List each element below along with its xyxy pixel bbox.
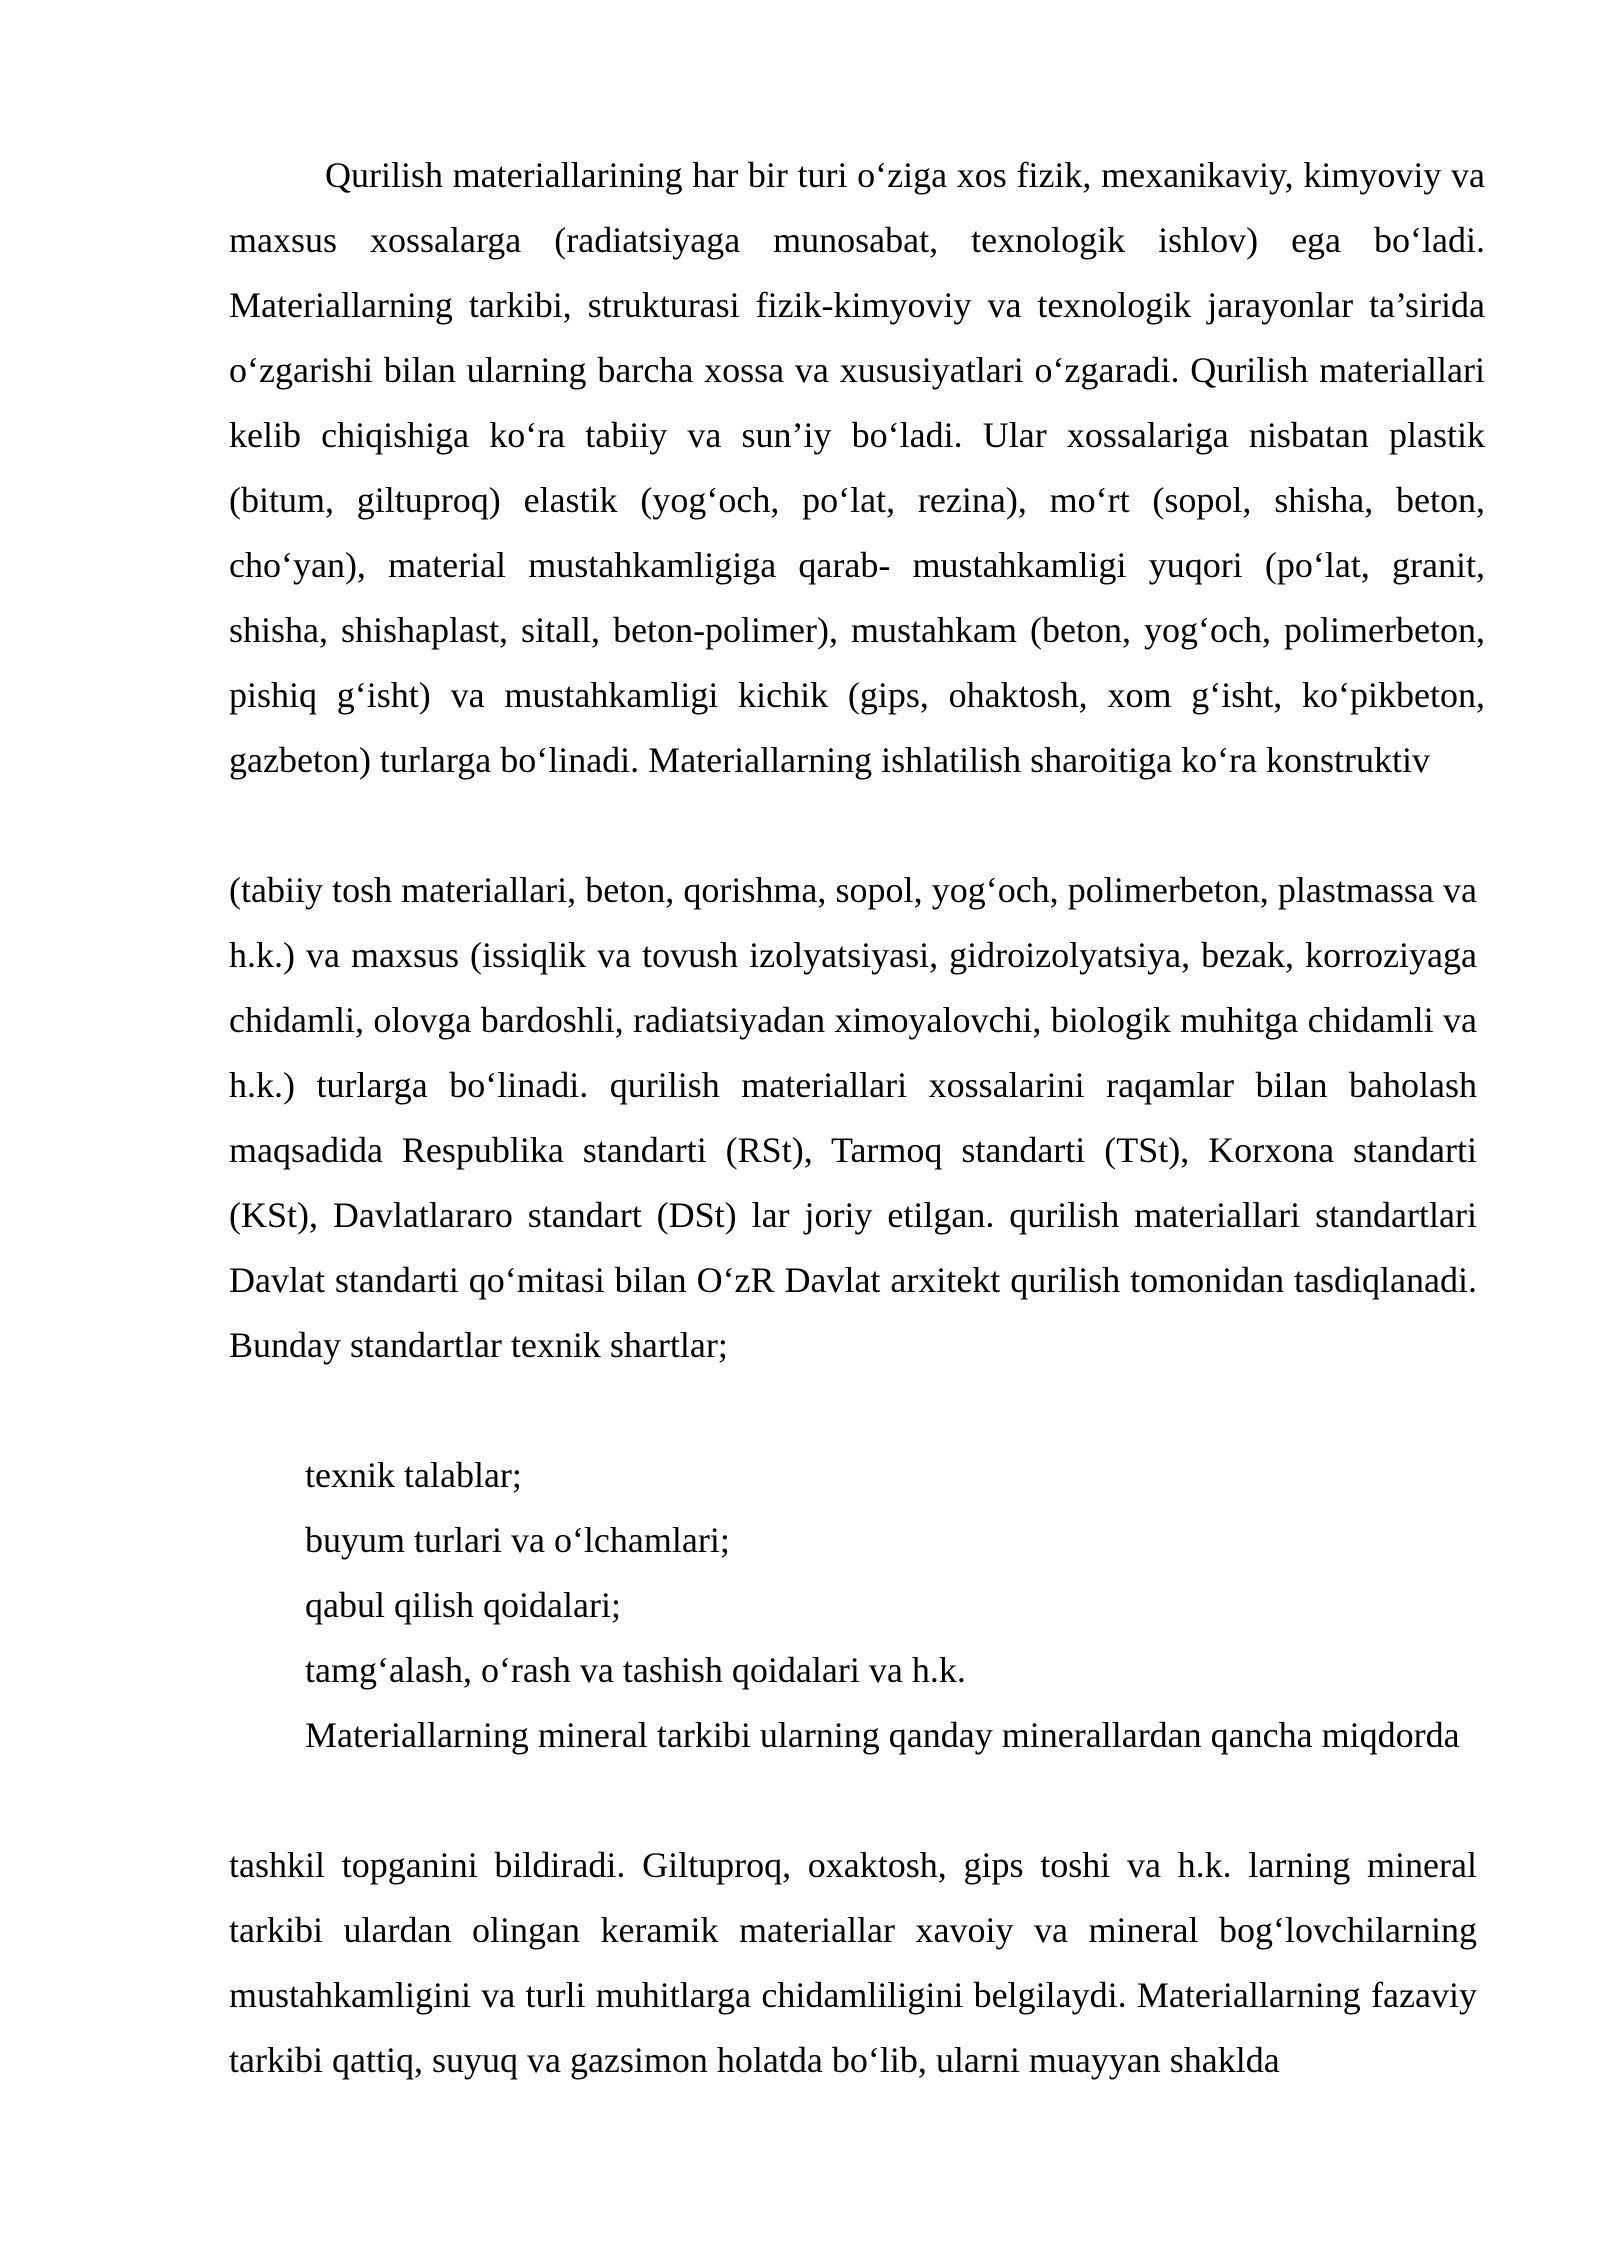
list-item: tamg‘alash, o‘rash va tashish qoidalari va h.k. <box>305 1650 966 1690</box>
list-item: texnik talablar; <box>305 1455 522 1495</box>
paragraph-mineral-composition: tashkil topganini bildiradi. Giltuproq, oxaktosh, gips toshi va h.k. larning mineral tarkibi ulardan olingan keramik materiallar xavoiy va mineral bog‘lovchilarning mustahkamligini va turli muhitlarga chidamliligini belgilaydi. Materiallarning fazaviy tarkibi qattiq, suyuq va gazsimon holatda bo‘lib, ularni muayyan shaklda <box>229 1845 1477 2080</box>
list-item: buyum turlari va o‘lchamlari; <box>305 1520 730 1560</box>
paragraph-material-properties: Qurilish materiallarining har bir turi o‘ziga xos fizik, mexanikaviy, kimyoviy va maxsus xossalarga (radiatsiyaga munosabat, texnologik ishlov) ega bo‘ladi. Materiallarning tarkibi, strukturasi fizik-kimyoviy va texnologik jarayonlar ta’sirida o‘zgarishi bilan ularning barcha xossa va xususiyatlari o‘zgaradi. Qurilish materiallari kelib chiqishiga ko‘ra tabiiy va sun’iy bo‘ladi. Ular xossalariga nisbatan plastik (bitum, giltuproq) elastik (yog‘och, po‘lat, rezina), mo‘rt (sopol, shisha, beton, cho‘yan), material mustahkamligiga qarab- mustahkamligi yuqori (po‘lat, granit, shisha, shishaplast, sitall, beton-polimer), mustahkam (beton, yog‘och, polimerbeton, pishiq g‘isht) va mustahkamligi kichik (gips, ohaktosh, xom g‘isht, ko‘pikbeton, gazbeton) turlarga bo‘linadi. Materiallarning ishlatilish sharoitiga ko‘ra konstruktiv <box>229 155 1485 780</box>
list-item: qabul qilish qoidalari; <box>305 1585 621 1625</box>
list-item: Materiallarning mineral tarkibi ularning qanday minerallardan qancha miqdorda <box>305 1715 1460 1755</box>
standards-requirements-list <box>305 1443 1485 1768</box>
paragraph-standards: (tabiiy tosh materiallari, beton, qorishma, sopol, yog‘och, polimerbeton, plastmassa va h.k.) va maxsus (issiqlik va tovush izolyatsiyasi, gidroizolyatsiya, bezak, korroziyaga chidamli, olovga bardoshli, radiatsiyadan ximoyalovchi, biologik muhitga chidamli va h.k.) turlarga bo‘linadi. qurilish materiallari xossalarini raqamlar bilan baholash maqsadida Respublika standarti (RSt), Tarmoq standarti (TSt), Korxona standarti (KSt), Davlatlararo standart (DSt) lar joriy etilgan. qurilish materiallari standartlari Davlat standarti qo‘mitasi bilan O‘zR Davlat arxitekt qurilish tomonidan tasdiqlanadi. Bunday standartlar texnik shartlar; <box>229 870 1477 1365</box>
